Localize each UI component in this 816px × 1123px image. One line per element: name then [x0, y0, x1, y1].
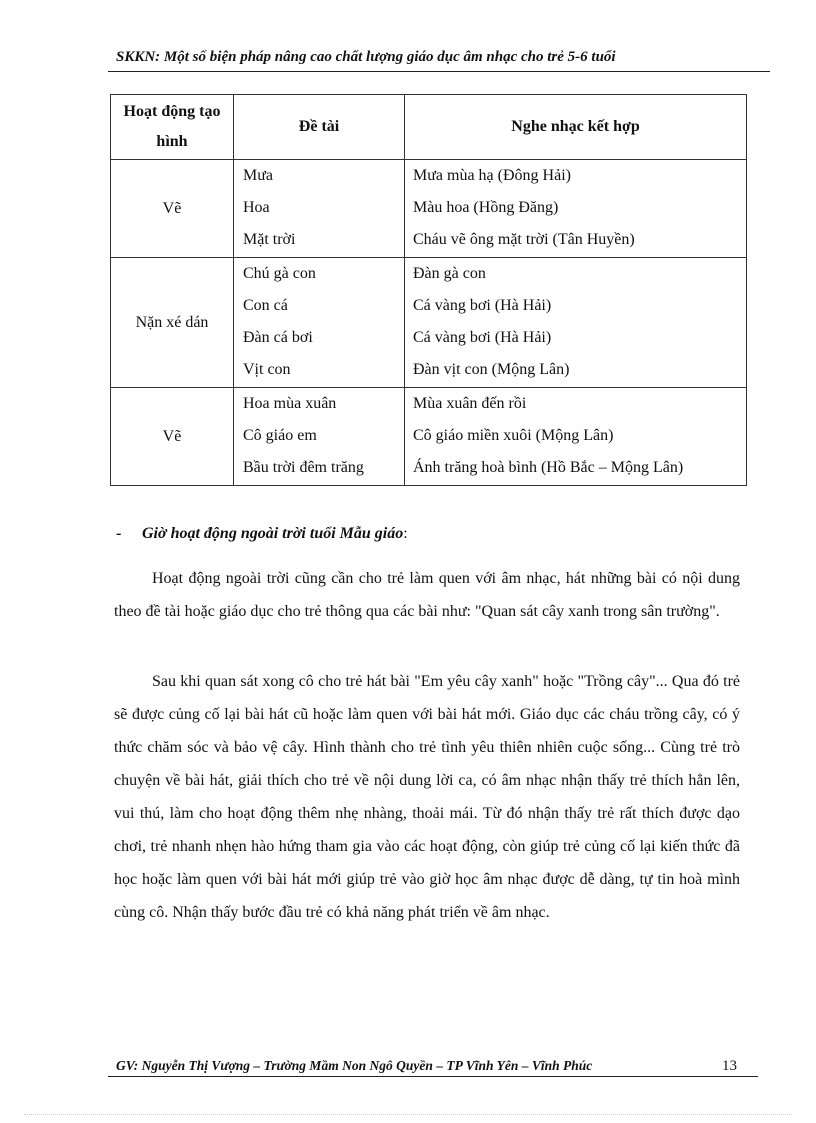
music-item: Mùa xuân đến rồi: [413, 395, 527, 412]
section-heading-text: Giờ hoạt động ngoài trời tuổi Mẫu giáo: [142, 525, 404, 542]
music-cell: [405, 160, 747, 258]
music-item: Đàn vịt con (Mộng Lân): [413, 361, 570, 378]
music-item: Đàn gà con: [413, 265, 486, 282]
table-header-row: [111, 95, 747, 160]
section-heading-suffix: :: [403, 525, 408, 542]
activity-cell: Nặn xé dán: [111, 258, 234, 388]
bullet-dash: -: [116, 525, 122, 542]
header-music: Nghe nhạc kết hợp: [405, 95, 747, 160]
music-item: Cháu vẽ ông mặt trời (Tân Huyền): [413, 231, 635, 248]
footer-author: GV: Nguyễn Thị Vượng – Trường Mầm Non Ngô Quyền – TP Vĩnh Yên – Vĩnh Phúc: [116, 1058, 593, 1073]
table-row: [111, 388, 747, 486]
topic-item: Mưa: [243, 167, 273, 184]
topic-cell: [234, 388, 405, 486]
topic-item: Bầu trời đêm trăng: [243, 459, 364, 476]
topic-item: Vịt con: [243, 361, 291, 378]
paragraph: Hoạt động ngoài trời cũng cần cho trẻ làm quen với âm nhạc, hát những bài có nội dung theo đề tài hoặc giáo dục cho trẻ thông qua các bài như: "Quan sát cây xanh trong sân trường".: [114, 570, 740, 620]
music-cell: [405, 388, 747, 486]
activity-music-table: [110, 94, 747, 486]
activity-cell: Vẽ: [111, 160, 234, 258]
paragraph: Sau khi quan sát xong cô cho trẻ hát bài "Em yêu cây xanh" hoặc "Trồng cây"... Qua đó trẻ sẽ được củng cố lại bài hát cũ hoặc làm quen với bài hát mới. Giáo dục các cháu trồng cây, có ý thức chăm sóc và bảo vệ cây. Hình thành cho trẻ tình yêu thiên nhiên cuộc sống... Cùng trẻ trò chuyện về bài hát, giải thích cho trẻ về nội dung lời ca, có âm nhạc nhận thấy trẻ thích hẳn lên, vui thú, làm cho hoạt động thêm nhẹ nhàng, thoải mái. Từ đó nhận thấy trẻ rất thích được dạo chơi, trẻ nhanh nhẹn hào hứng tham gia vào các hoạt động, còn giúp trẻ củng cố lại kiến thức đã học hoặc làm quen với bài hát mới giúp trẻ vào giờ học âm nhạc được dễ dàng, tự tin hoà mình cùng cô. Nhận thấy bước đầu trẻ có khả năng phát triển về âm nhạc.: [114, 673, 740, 921]
footer-divider: [108, 1076, 758, 1077]
music-item: Ánh trăng hoà bình (Hồ Bắc – Mộng Lân): [413, 459, 684, 476]
header-topic: Đề tài: [234, 95, 405, 160]
topic-item: Con cá: [243, 297, 288, 314]
topic-item: Mặt trời: [243, 231, 296, 248]
music-item: Cá vàng bơi (Hà Hải): [413, 329, 552, 346]
section-heading: [116, 525, 408, 543]
table-row: [111, 258, 747, 388]
page-header-title: SKKN: Một số biện pháp nâng cao chất lượng giáo dục âm nhạc cho trẻ 5-6 tuổi: [116, 49, 616, 65]
table-row: [111, 160, 747, 258]
activity-cell: Vẽ: [111, 388, 234, 486]
music-item: Cô giáo miền xuôi (Mộng Lân): [413, 427, 614, 444]
topic-item: Chú gà con: [243, 265, 316, 282]
music-item: Cá vàng bơi (Hà Hải): [413, 297, 552, 314]
music-item: Màu hoa (Hồng Đăng): [413, 199, 559, 216]
topic-item: Hoa: [243, 199, 270, 216]
page-bottom-border: [24, 1114, 792, 1115]
topic-cell: [234, 258, 405, 388]
header-activity: Hoạt động tạo hình: [111, 95, 234, 160]
page-number: 13: [722, 1058, 737, 1074]
topic-item: Đàn cá bơi: [243, 329, 313, 346]
topic-item: Cô giáo em: [243, 427, 317, 444]
music-cell: [405, 258, 747, 388]
header-divider: [108, 71, 770, 72]
topic-item: Hoa mùa xuân: [243, 395, 337, 412]
music-item: Mưa mùa hạ (Đông Hải): [413, 167, 571, 184]
topic-cell: [234, 160, 405, 258]
